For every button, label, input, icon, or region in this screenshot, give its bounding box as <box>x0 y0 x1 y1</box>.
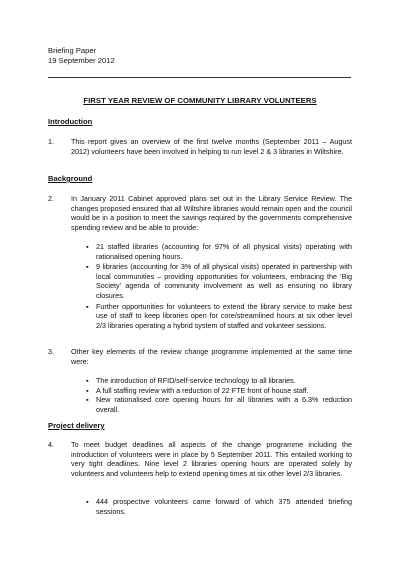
bullet-list-2 <box>86 242 352 330</box>
list-item <box>86 302 352 331</box>
section-heading-project-delivery: Project delivery <box>48 421 105 430</box>
list-item-text: 444 prospective volunteers came forward of which 375 attended briefing sessions. <box>96 497 352 516</box>
section-heading-introduction: Introduction <box>48 117 93 126</box>
list-item <box>86 242 352 261</box>
bullet-icon: ▪ <box>86 301 89 311</box>
paragraph-text: In January 2011 Cabinet approved plans set out in the Library Service Review. The changes proposed ensured that all Wiltshire libraries would remain open and the council would be in a position to meet the savings required by the governments comprehensive spending review and be able to provide: <box>71 194 352 232</box>
bullet-list-4 <box>86 497 352 516</box>
list-item <box>86 386 352 396</box>
section-heading-background: Background <box>48 174 93 183</box>
list-item <box>86 262 352 300</box>
header-divider <box>48 77 351 78</box>
document-date: 19 September 2012 <box>48 56 115 66</box>
list-item <box>86 395 352 414</box>
list-item-text: New rationalised core opening hours for all libraries with a 6.3% reduction overall. <box>96 395 352 414</box>
list-item-text: 21 staffed libraries (accounting for 97% of all physical visits) operating with rationalised opening hours. <box>96 242 352 261</box>
bullet-icon: ▪ <box>86 395 89 405</box>
paragraph-number: 3. <box>48 347 54 356</box>
paragraph-number: 4. <box>48 440 54 449</box>
list-item-text: The introduction of RFID/self-service technology to all libraries. <box>96 376 296 385</box>
paragraph-number: 2. <box>48 194 54 203</box>
bullet-list-3 <box>86 376 352 414</box>
paragraph-text: This report gives an overview of the first twelve months (September 2011 – August 2012) volunteers have been involved in helping to run level 2 & 3 libraries in Wiltshire. <box>71 137 352 156</box>
paragraph-text: To meet budget deadlines all aspects of the change programme including the introduction of volunteers were in place by 5 September 2011. This entailed working to very tight deadlines. Nine level 2 libraries opening hours are operated solely by volunteers and volunteers help to extend opening times at six other level 2/3 libraries. <box>71 440 352 478</box>
list-item-text: A full staffing review with a reduction of 22 FTE front of house staff. <box>96 385 309 395</box>
bullet-icon: ▪ <box>86 385 89 395</box>
paragraph-4 <box>48 440 352 478</box>
paragraph-number: 1. <box>48 137 54 146</box>
bullet-icon: ▪ <box>86 497 89 506</box>
document-type: Briefing Paper <box>48 46 97 55</box>
list-item <box>86 497 352 516</box>
bullet-icon: ▪ <box>86 242 89 251</box>
list-item-text: Further opportunities for volunteers to extend the library service to make best use of staff to keep libraries open for core/streamlined hours at six other level 2/3 libraries operating a hybrid system of staffed and volunteer sessions. <box>96 301 352 330</box>
paragraph-2 <box>48 194 352 232</box>
document-header <box>48 46 115 67</box>
list-item <box>86 376 352 386</box>
list-item-text: 9 libraries (accounting for 3% of all physical visits) operated in partnership with local communities – providing opportunities for volunteers, embracing the ‘Big Society’ agenda of community involvement as well as ensuring no library closures. <box>96 262 352 300</box>
paragraph-1 <box>48 137 352 156</box>
paragraph-3 <box>48 347 352 366</box>
paragraph-text: Other key elements of the review change programme implemented at the same time were: <box>71 347 352 366</box>
bullet-icon: ▪ <box>86 376 89 385</box>
document-title: FIRST YEAR REVIEW OF COMMUNITY LIBRARY VOLUNTEERS <box>83 96 317 105</box>
bullet-icon: ▪ <box>86 262 89 272</box>
